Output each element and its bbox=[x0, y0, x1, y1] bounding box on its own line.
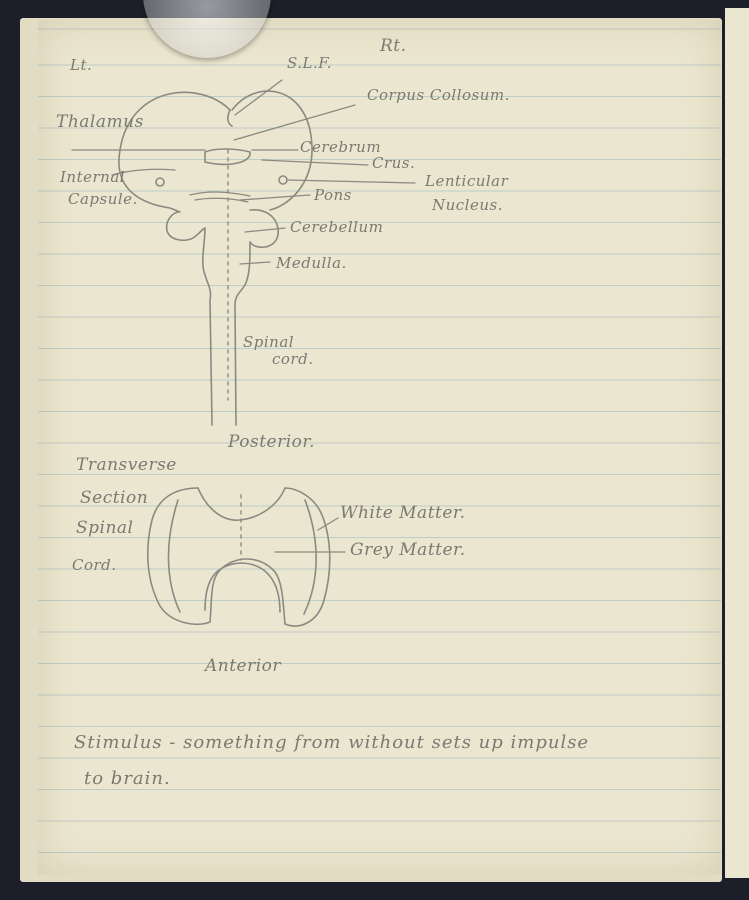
label-spinal-cord-1: Spinal bbox=[243, 333, 295, 351]
label-white-matter: White Matter. bbox=[340, 503, 466, 523]
note-line-1: Stimulus - something from without sets up impulse bbox=[74, 732, 590, 753]
label-slf: S.L.F. bbox=[287, 54, 333, 72]
section-title-2: Section bbox=[80, 488, 149, 508]
label-right: Rt. bbox=[380, 36, 407, 56]
label-cerebrum: Cerebrum bbox=[300, 138, 382, 156]
label-corpus-callosum: Corpus Collosum. bbox=[367, 86, 510, 104]
label-left: Lt. bbox=[70, 56, 93, 74]
note-line-2: to brain. bbox=[84, 768, 171, 789]
section-title-1: Transverse bbox=[76, 455, 177, 475]
section-title-4: Cord. bbox=[72, 556, 117, 574]
section-title-3: Spinal bbox=[76, 518, 134, 538]
label-posterior: Posterior. bbox=[228, 432, 316, 452]
label-grey-matter: Grey Matter. bbox=[350, 540, 466, 560]
label-medulla: Medulla. bbox=[276, 254, 347, 272]
label-internal-capsule-1: Internal bbox=[60, 168, 126, 186]
label-spinal-cord-2: cord. bbox=[272, 350, 314, 368]
label-internal-capsule-2: Capsule. bbox=[68, 190, 138, 208]
label-lenticular-2: Nucleus. bbox=[432, 196, 503, 214]
label-crus: Crus. bbox=[372, 154, 416, 172]
label-cerebellum: Cerebellum bbox=[290, 218, 384, 236]
label-anterior: Anterior bbox=[205, 656, 282, 676]
label-thalamus: Thalamus bbox=[56, 112, 144, 132]
label-pons: Pons bbox=[314, 186, 352, 204]
spinal-cord-section bbox=[148, 488, 345, 626]
label-lenticular-1: Lenticular bbox=[425, 172, 509, 190]
